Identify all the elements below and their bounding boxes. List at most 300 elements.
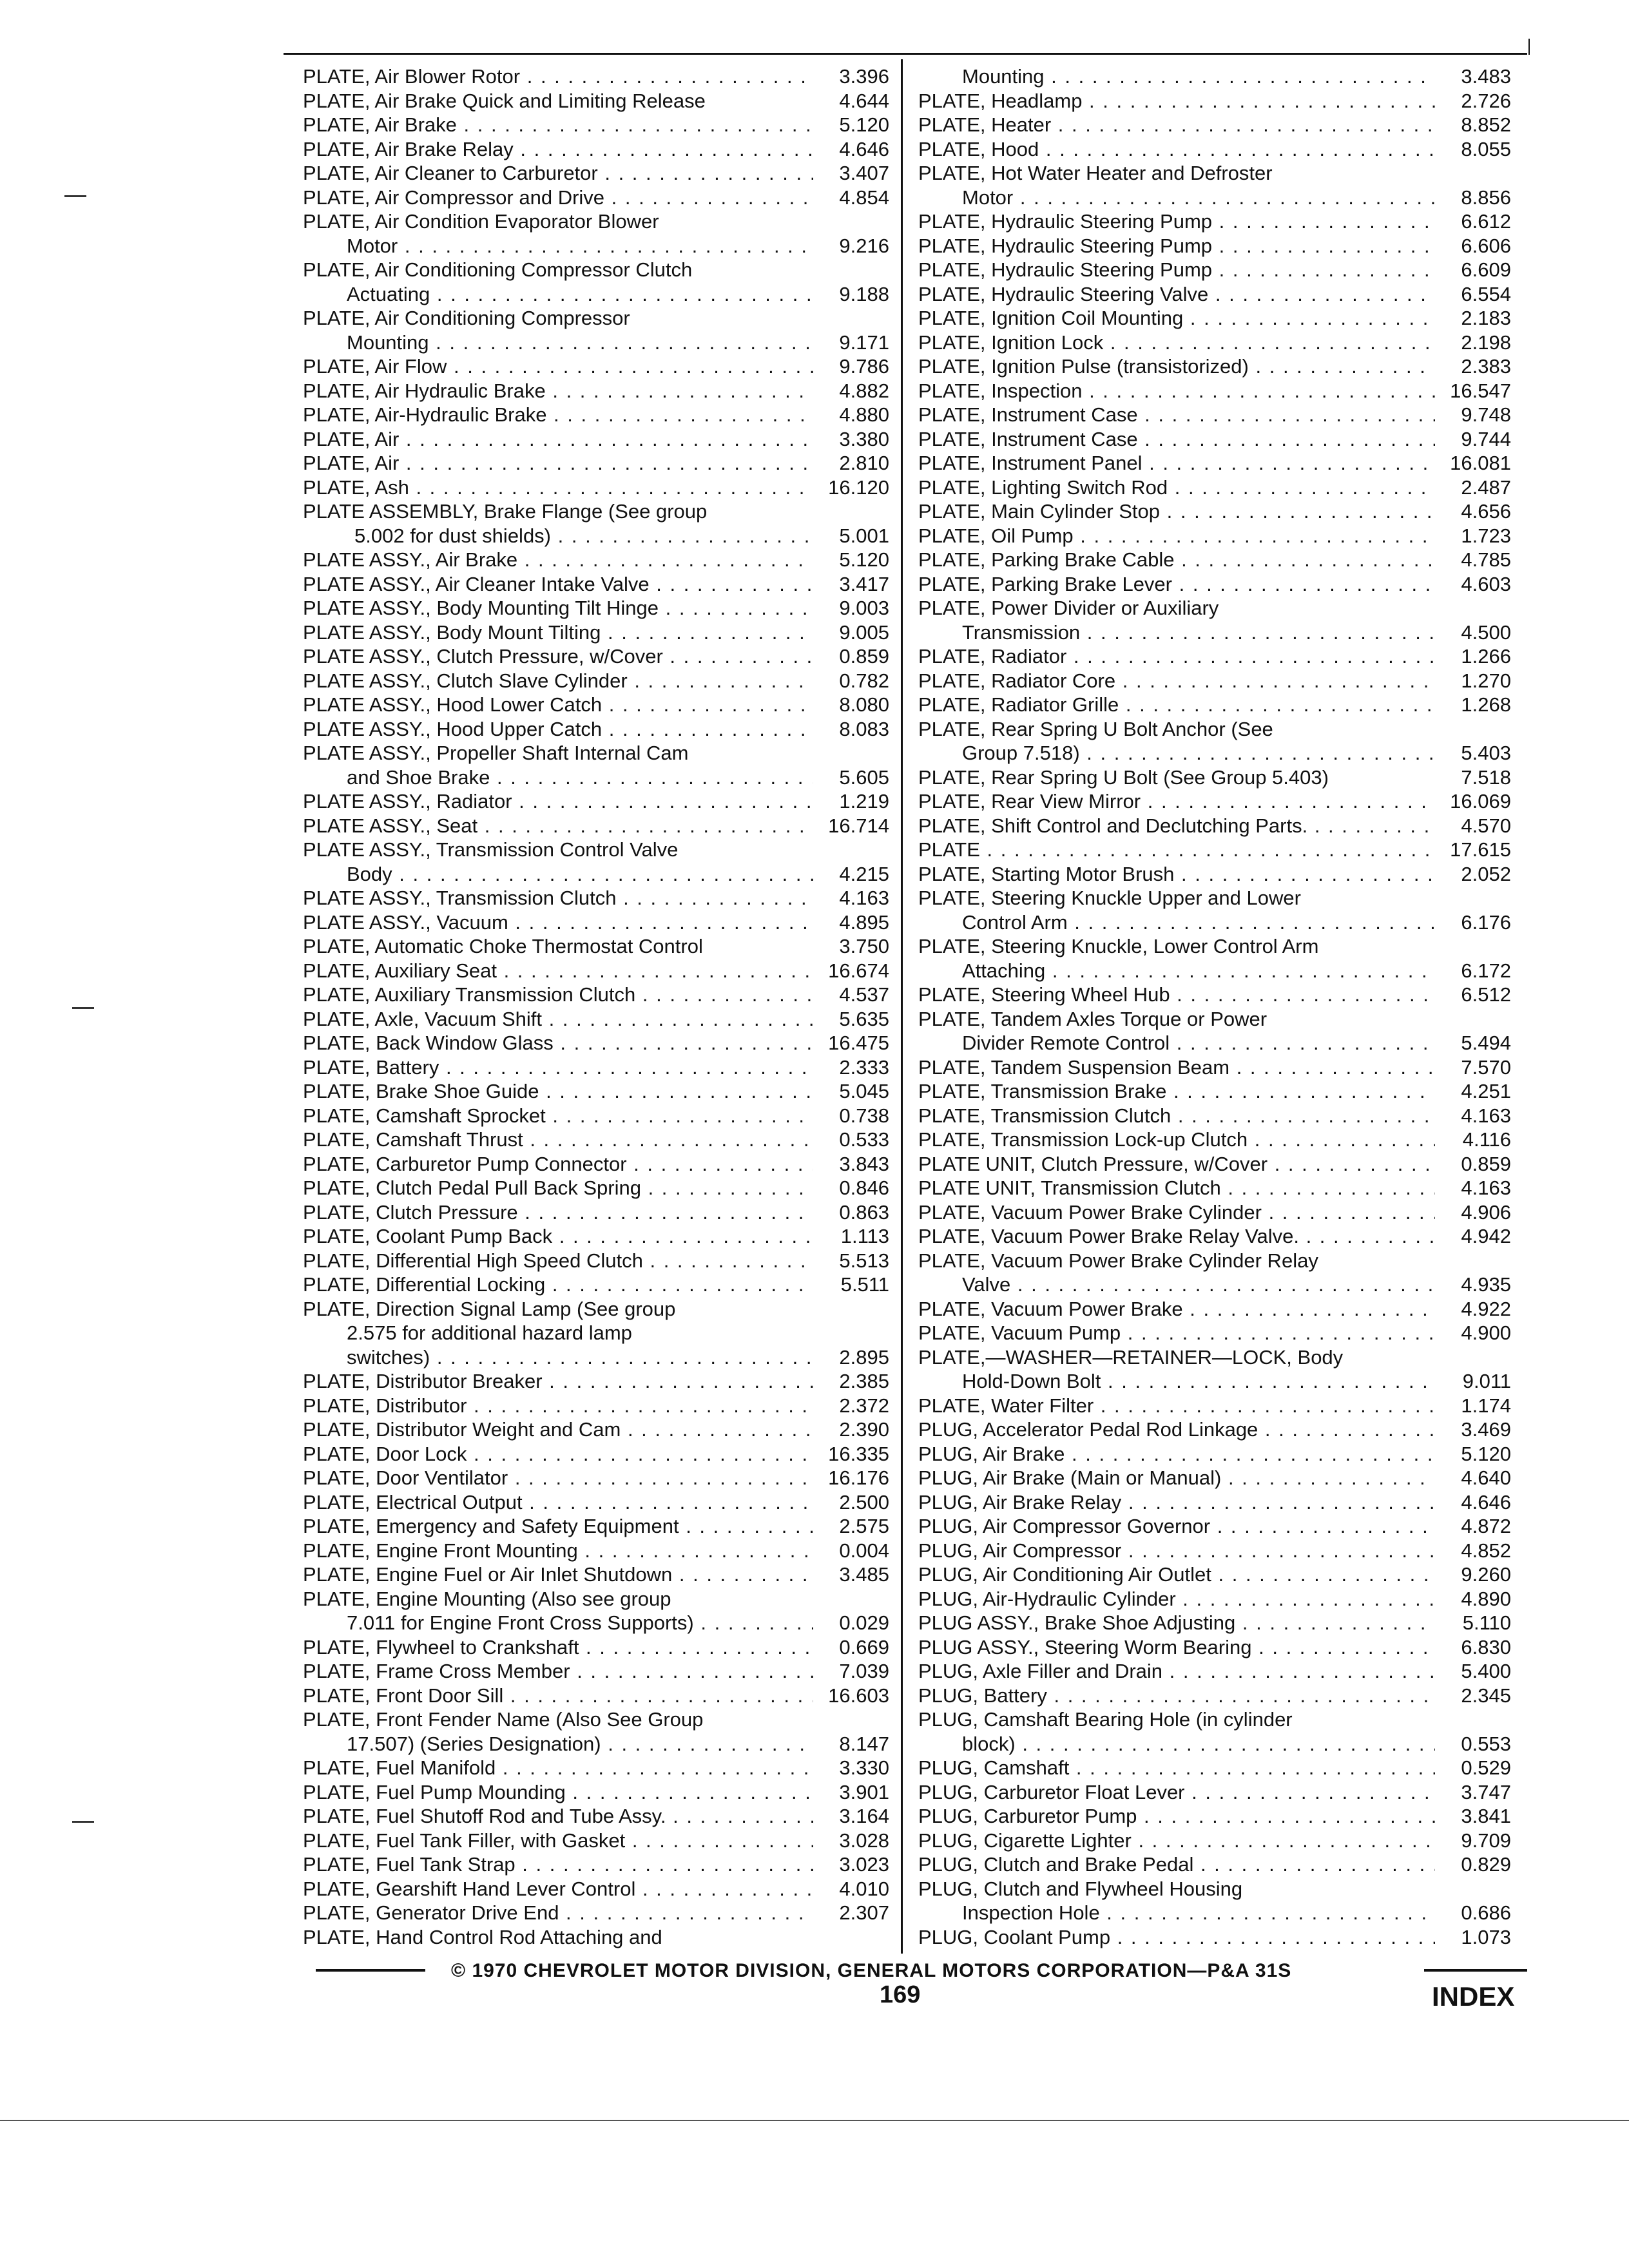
entry-group-number: 4.646: [839, 137, 889, 160]
entry-label: PLATE, Parking Brake Lever . . .: [918, 573, 1435, 595]
entry-label: PLATE ASSY., Hood Lower Catch . . .: [303, 693, 813, 716]
index-entry: [303, 959, 889, 983]
entry-label: PLATE, Parking Brake Cable . . .: [918, 548, 1435, 571]
entry-label: PLATE ASSY., Clutch Slave Cylinder . . .: [303, 669, 813, 692]
index-entry: [303, 476, 889, 500]
entry-label: PLATE, Ignition Pulse (transistorized) . . .: [918, 355, 1435, 378]
entry-group-number: 1.113: [840, 1225, 889, 1247]
entry-label: PLATE, Radiator . . .: [918, 645, 1435, 668]
entry-label: PLUG, Clutch and Brake Pedal . . .: [918, 1853, 1435, 1876]
index-entry: [303, 64, 889, 89]
index-entry: [918, 1418, 1511, 1442]
entry-label: PLATE, Back Window Glass . . .: [303, 1032, 813, 1054]
top-rule: [284, 53, 1527, 55]
entry-label: Attaching . . .: [962, 959, 1435, 982]
entry-group-number: 4.890: [1461, 1587, 1511, 1610]
entry-label: PLATE, Front Fender Name (Also See Group: [303, 1708, 704, 1731]
entry-label: PLATE, Instrument Case . . .: [918, 428, 1435, 450]
index-entry: [918, 1442, 1511, 1466]
entry-group-number: 0.686: [1461, 1901, 1511, 1924]
index-entry: [918, 789, 1511, 814]
index-entry: [918, 765, 1511, 790]
index-entry: [303, 137, 889, 162]
entry-group-number: 4.010: [839, 1877, 889, 1900]
index-entry: [918, 161, 1511, 186]
index-entry: [303, 693, 889, 717]
entry-group-number: 17.615: [1450, 838, 1511, 861]
index-entry: [918, 1829, 1511, 1853]
entry-label: PLATE, Distributor Weight and Cam . . .: [303, 1418, 813, 1441]
entry-label: PLATE, Instrument Panel . . .: [918, 452, 1435, 474]
entry-label: PLATE, Axle, Vacuum Shift . . .: [303, 1008, 813, 1030]
entry-label: PLATE, Camshaft Thrust . . .: [303, 1128, 813, 1151]
entry-group-number: 0.669: [839, 1635, 889, 1658]
entry-label: PLUG, Carburetor Float Lever . . .: [918, 1781, 1435, 1803]
entry-group-number: 0.859: [1461, 1152, 1511, 1175]
index-entry: [918, 669, 1511, 693]
entry-label: PLUG, Air Compressor Governor . . .: [918, 1515, 1435, 1537]
index-entry: [918, 64, 1511, 89]
index-entry: [918, 379, 1511, 403]
entry-group-number: 2.810: [839, 452, 889, 474]
entry-group-number: 5.110: [1462, 1611, 1511, 1634]
page-number: 169: [880, 1981, 921, 2008]
index-entry: [303, 1249, 889, 1273]
entry-group-number: 8.080: [839, 693, 889, 716]
entry-group-number: 2.198: [1461, 331, 1511, 354]
index-entry: [918, 838, 1511, 862]
entry-group-number: 9.011: [1462, 1370, 1511, 1392]
index-entry: [918, 1852, 1511, 1877]
entry-label: PLATE ASSY., Body Mounting Tilt Hinge . . .: [303, 597, 813, 619]
entry-group-number: 4.882: [839, 379, 889, 402]
index-entry: [303, 910, 889, 935]
entry-label: PLATE, Fuel Manifold . . .: [303, 1756, 813, 1779]
entry-label: PLATE ASSY., Radiator . . .: [303, 790, 813, 812]
index-entry: [303, 572, 889, 597]
entry-label: PLATE, Power Divider or Auxiliary: [918, 597, 1219, 619]
index-entry: [918, 1055, 1511, 1080]
entry-label: PLATE, Air . . .: [303, 428, 813, 450]
footer-rule-left: [316, 1969, 425, 1972]
entry-group-number: 0.863: [839, 1200, 889, 1224]
entry-label: PLATE, Ignition Lock . . .: [918, 331, 1435, 354]
entry-group-number: 6.609: [1461, 258, 1511, 281]
index-entry: [918, 717, 1511, 742]
entry-group-number: 5.120: [839, 548, 889, 571]
index-entry: [303, 1611, 889, 1635]
index-entry: [918, 1611, 1511, 1635]
index-entry: [918, 1128, 1511, 1152]
entry-group-number: 1.073: [1461, 1925, 1511, 1948]
entry-label: PLATE, Door Lock . . .: [303, 1443, 813, 1465]
index-entry: [918, 1345, 1511, 1370]
entry-label: Hold-Down Bolt . . .: [962, 1370, 1435, 1392]
entry-group-number: 4.935: [1461, 1273, 1511, 1296]
index-entry: [918, 1707, 1511, 1732]
index-entry: [303, 1466, 889, 1490]
index-entry: [918, 1297, 1511, 1321]
entry-label: PLATE, Automatic Choke Thermostat Control: [303, 935, 703, 957]
entry-label: PLUG, Air Brake Relay . . .: [918, 1491, 1435, 1514]
entry-group-number: 5.635: [839, 1007, 889, 1030]
entry-group-number: 2.333: [839, 1055, 889, 1079]
entry-label: PLATE, Starting Motor Brush . . .: [918, 863, 1435, 885]
entry-label: PLATE, Hydraulic Steering Pump . . .: [918, 235, 1435, 257]
entry-label: PLATE, Main Cylinder Stop . . .: [918, 500, 1435, 523]
footer-rule-right: [1424, 1969, 1527, 1972]
entry-label: PLATE, Air Conditioning Compressor Clutch: [303, 258, 693, 281]
index-entry: [303, 548, 889, 572]
index-entry: [303, 814, 889, 838]
index-entry: [918, 548, 1511, 572]
entry-label: PLATE, Air Conditioning Compressor: [303, 307, 630, 329]
index-entry: [918, 1804, 1511, 1829]
entry-group-number: 6.554: [1461, 282, 1511, 305]
entry-group-number: 3.841: [1461, 1805, 1511, 1827]
entry-label: PLUG, Camshaft . . .: [918, 1756, 1435, 1779]
index-entry: [303, 862, 889, 887]
index-entry: [303, 1562, 889, 1587]
entry-group-number: 6.606: [1461, 234, 1511, 257]
index-entry: [918, 451, 1511, 476]
entry-group-number: 2.726: [1461, 89, 1511, 112]
entry-group-number: 2.895: [839, 1345, 889, 1369]
entry-group-number: 9.188: [839, 282, 889, 305]
entry-label: PLUG, Clutch and Flywheel Housing: [918, 1877, 1243, 1900]
entry-group-number: 0.738: [839, 1104, 889, 1127]
entry-label: PLATE, Engine Front Mounting . . .: [303, 1539, 813, 1562]
entry-group-number: 3.747: [1461, 1780, 1511, 1803]
entry-label: PLATE, Auxiliary Seat . . .: [303, 959, 813, 982]
entry-label: PLATE, Electrical Output . . .: [303, 1491, 813, 1514]
index-entry: [303, 1852, 889, 1877]
index-entry: [918, 524, 1511, 548]
right-index-column: [918, 64, 1511, 1949]
index-entry: [303, 1273, 889, 1297]
entry-label: PLATE ASSY., Propeller Shaft Internal Cam: [303, 742, 689, 764]
entry-group-number: 16.176: [828, 1466, 889, 1489]
entry-group-number: 1.268: [1461, 693, 1511, 716]
entry-label: PLUG, Axle Filler and Drain . . .: [918, 1660, 1435, 1682]
index-entry: [303, 161, 889, 186]
index-entry: [303, 1659, 889, 1684]
index-entry: [918, 862, 1511, 887]
entry-label: Group 7.518) . . .: [962, 742, 1435, 764]
entry-label: PLATE, Air Brake . . .: [303, 113, 813, 136]
entry-label: PLATE ASSY., Transmission Control Valve: [303, 838, 679, 861]
index-entry: [918, 1780, 1511, 1805]
index-entry: [918, 1394, 1511, 1418]
entry-group-number: 1.723: [1461, 524, 1511, 547]
index-entry: [918, 1007, 1511, 1032]
bottom-rule: [0, 2120, 1629, 2121]
index-entry: [303, 1780, 889, 1805]
entry-group-number: 6.172: [1461, 959, 1511, 982]
index-entry: [303, 451, 889, 476]
entry-group-number: 4.215: [839, 862, 889, 885]
entry-group-number: 9.748: [1461, 403, 1511, 426]
entry-label: PLATE, Gearshift Hand Lever Control . . .: [303, 1878, 813, 1900]
index-entry: [303, 89, 889, 113]
entry-label: PLUG, Air Compressor . . .: [918, 1539, 1435, 1562]
entry-label: PLATE, Air Flow . . .: [303, 355, 813, 378]
entry-label: PLATE ASSY., Body Mount Tilting . . .: [303, 621, 813, 644]
index-entry: [918, 234, 1511, 258]
entry-group-number: 9.003: [839, 597, 889, 619]
copyright-line: © 1970 CHEVROLET MOTOR DIVISION, GENERAL MOTORS CORPORATION—P&A 31S: [451, 1960, 1292, 1981]
index-entry: [303, 644, 889, 669]
index-entry: [303, 620, 889, 645]
entry-group-number: 2.390: [839, 1418, 889, 1441]
entry-label: PLATE, Fuel Shutoff Rod and Tube Assy. . . .: [303, 1805, 813, 1827]
entry-group-number: 0.529: [1461, 1756, 1511, 1779]
index-entry: [303, 1539, 889, 1563]
index-entry: [918, 1877, 1511, 1901]
entry-label: PLATE, Headlamp . . .: [918, 90, 1435, 112]
index-entry: [918, 1684, 1511, 1708]
entry-group-number: 1.174: [1461, 1394, 1511, 1417]
entry-label: Inspection Hole . . .: [962, 1901, 1435, 1924]
entry-group-number: 3.164: [839, 1805, 889, 1827]
entry-label: PLATE, Carburetor Pump Connector . . .: [303, 1153, 813, 1175]
index-entry: [303, 1128, 889, 1152]
entry-group-number: 0.004: [839, 1539, 889, 1562]
entry-label: PLATE, Tandem Axles Torque or Power: [918, 1007, 1268, 1030]
index-entry: [303, 113, 889, 137]
entry-group-number: 5.120: [1461, 1442, 1511, 1465]
entry-group-number: 4.922: [1461, 1297, 1511, 1320]
index-entry: [918, 209, 1511, 234]
index-entry: [303, 838, 889, 862]
index-entry: [303, 1176, 889, 1200]
entry-label: PLATE, Auxiliary Transmission Clutch . . .: [303, 983, 813, 1006]
entry-label: PLATE, Rear Spring U Bolt Anchor (See: [918, 717, 1273, 740]
entry-label: PLUG, Cigarette Lighter . . .: [918, 1829, 1435, 1852]
index-entry: [918, 1369, 1511, 1394]
entry-label: PLATE, Air Brake Relay . . .: [303, 138, 813, 160]
entry-label: PLATE, Air Compressor and Drive . . .: [303, 186, 813, 209]
entry-group-number: 3.901: [839, 1780, 889, 1803]
entry-group-number: 4.570: [1461, 814, 1511, 837]
entry-label: PLATE ASSY., Vacuum . . .: [303, 911, 813, 934]
index-entry: [918, 1732, 1511, 1756]
entry-label: PLATE, Camshaft Sprocket . . .: [303, 1104, 813, 1127]
entry-group-number: 1.219: [839, 790, 889, 812]
entry-group-number: 6.612: [1461, 210, 1511, 233]
entry-group-number: 4.646: [1461, 1490, 1511, 1514]
index-entry: [918, 137, 1511, 162]
index-entry: [918, 186, 1511, 210]
entry-label: PLATE, Steering Wheel Hub . . .: [918, 983, 1435, 1006]
entry-label: PLATE,—WASHER—RETAINER—LOCK, Body: [918, 1345, 1344, 1369]
entry-label: PLATE, Oil Pump . . .: [918, 524, 1435, 547]
entry-group-number: 8.055: [1461, 137, 1511, 160]
entry-group-number: 4.900: [1461, 1321, 1511, 1344]
entry-group-number: 2.372: [839, 1394, 889, 1417]
index-entry: [303, 1055, 889, 1080]
entry-group-number: 9.005: [839, 620, 889, 644]
entry-label: PLATE, Engine Mounting (Also see group: [303, 1587, 671, 1610]
entry-group-number: 4.644: [839, 89, 889, 112]
entry-label: PLUG ASSY., Steering Worm Bearing . . .: [918, 1636, 1435, 1658]
entry-label: PLATE, Vacuum Power Brake Relay Valve. . . .: [918, 1225, 1435, 1247]
entry-group-number: 0.782: [839, 669, 889, 692]
entry-group-number: 16.603: [828, 1684, 889, 1707]
index-entry: [918, 1659, 1511, 1684]
entry-label: PLATE, Inspection . . .: [918, 380, 1435, 402]
entry-group-number: 4.872: [1461, 1515, 1511, 1537]
margin-mark: [72, 1007, 94, 1009]
margin-mark: [72, 1821, 94, 1823]
entry-group-number: 4.537: [839, 983, 889, 1006]
index-entry: [303, 1490, 889, 1515]
index-entry: [918, 354, 1511, 379]
entry-label: PLATE, Steering Knuckle, Lower Control Arm: [918, 935, 1319, 957]
index-entry: [303, 1442, 889, 1466]
index-entry: [303, 1925, 889, 1950]
entry-label: PLATE, Generator Drive End . . .: [303, 1901, 813, 1924]
index-entry: [303, 1635, 889, 1660]
entry-label: PLATE, Tandem Suspension Beam . . .: [918, 1056, 1435, 1079]
index-entry: [918, 1635, 1511, 1660]
section-label: INDEX: [1432, 1981, 1515, 2012]
entry-label: PLUG, Accelerator Pedal Rod Linkage . . .: [918, 1418, 1435, 1441]
index-entry: [303, 1587, 889, 1611]
entry-label: PLATE ASSEMBLY, Brake Flange (See group: [303, 500, 708, 523]
entry-label: PLATE, Rear View Mirror . . .: [918, 790, 1435, 812]
entry-label: Control Arm . . .: [962, 911, 1435, 934]
entry-group-number: 9.786: [839, 355, 889, 378]
entry-group-number: 5.605: [839, 765, 889, 789]
entry-label: PLATE, Hydraulic Steering Pump . . .: [918, 210, 1435, 233]
index-entry: [918, 910, 1511, 935]
entry-label: 2.575 for additional hazard lamp: [347, 1321, 632, 1344]
entry-label: PLATE, Ash . . .: [303, 476, 813, 499]
entry-label: PLATE, Door Ventilator . . .: [303, 1466, 813, 1489]
index-entry: [918, 959, 1511, 983]
entry-group-number: 6.830: [1461, 1635, 1511, 1658]
index-entry: [918, 1104, 1511, 1128]
entry-group-number: 7.518: [1461, 765, 1511, 789]
entry-label: PLATE, Vacuum Power Brake Cylinder Relay: [918, 1249, 1318, 1272]
entry-group-number: 3.485: [839, 1563, 889, 1586]
entry-group-number: 0.533: [839, 1128, 889, 1151]
entry-group-number: 16.081: [1450, 452, 1511, 474]
entry-label: 17.507) (Series Designation) . . .: [347, 1733, 813, 1755]
index-entry: [303, 258, 889, 282]
index-entry: [303, 1804, 889, 1829]
entry-group-number: 4.163: [1461, 1177, 1511, 1199]
entry-group-number: 3.380: [839, 427, 889, 450]
entry-label: PLATE, Air . . .: [303, 452, 813, 474]
entry-label: PLATE, Vacuum Power Brake . . .: [918, 1298, 1435, 1320]
index-entry: [303, 1732, 889, 1756]
entry-label: PLATE, Fuel Tank Filler, with Gasket . . .: [303, 1829, 813, 1852]
entry-label: PLATE, Coolant Pump Back . . .: [303, 1225, 813, 1247]
index-entry: [303, 1901, 889, 1925]
entry-label: PLUG, Camshaft Bearing Hole (in cylinder: [918, 1708, 1293, 1731]
index-entry: [918, 476, 1511, 500]
entry-label: PLATE, Rear Spring U Bolt (See Group 5.403): [918, 765, 1329, 789]
entry-label: PLATE, Front Door Sill . . .: [303, 1684, 813, 1707]
index-entry: [303, 1007, 889, 1032]
entry-label: PLATE, Air Brake Quick and Limiting Release: [303, 89, 706, 112]
index-entry: [918, 1321, 1511, 1345]
entry-group-number: 4.942: [1461, 1225, 1511, 1247]
index-entry: [303, 669, 889, 693]
index-entry: [303, 282, 889, 307]
entry-group-number: 4.116: [1462, 1128, 1511, 1151]
index-entry: [303, 1877, 889, 1901]
entry-group-number: 4.251: [1461, 1080, 1511, 1102]
entry-group-number: 4.906: [1461, 1200, 1511, 1224]
entry-group-number: 16.714: [828, 814, 889, 837]
entry-group-number: 7.039: [839, 1660, 889, 1682]
index-entry: [303, 1394, 889, 1418]
entry-label: Motor . . .: [962, 186, 1435, 209]
index-entry: [918, 814, 1511, 838]
entry-group-number: 5.403: [1461, 742, 1511, 764]
index-entry: [918, 572, 1511, 597]
entry-group-number: 0.859: [839, 645, 889, 668]
entry-label: PLATE, Hot Water Heater and Defroster: [918, 162, 1273, 184]
entry-label: PLATE UNIT, Transmission Clutch . . .: [918, 1177, 1435, 1199]
entry-label: PLUG, Air Brake . . .: [918, 1443, 1435, 1465]
entry-label: PLATE UNIT, Clutch Pressure, w/Cover . . .: [918, 1153, 1435, 1175]
index-entry: [303, 1152, 889, 1177]
entry-group-number: 5.120: [839, 113, 889, 136]
entry-group-number: 0.846: [839, 1177, 889, 1199]
entry-group-number: 4.852: [1461, 1539, 1511, 1562]
entry-label: PLATE, Distributor . . .: [303, 1394, 813, 1417]
entry-label: PLATE, Vacuum Power Brake Cylinder . . .: [918, 1201, 1435, 1224]
index-entry: [918, 1539, 1511, 1563]
entry-group-number: 4.895: [839, 910, 889, 934]
entry-label: PLATE, Frame Cross Member . . .: [303, 1660, 813, 1682]
entry-group-number: 5.045: [839, 1080, 889, 1102]
entry-label: PLATE, Transmission Lock-up Clutch . . .: [918, 1128, 1435, 1151]
entry-label: PLATE, Radiator Grille . . .: [918, 693, 1435, 716]
entry-group-number: 3.023: [839, 1853, 889, 1876]
index-entry: [918, 620, 1511, 645]
entry-label: PLATE, Clutch Pressure . . .: [303, 1201, 813, 1224]
index-entry: [303, 234, 889, 258]
entry-group-number: 9.171: [839, 331, 889, 354]
entry-group-number: 9.216: [839, 234, 889, 257]
entry-group-number: 3.750: [839, 935, 889, 957]
entry-label: PLATE, Vacuum Pump . . .: [918, 1321, 1435, 1344]
entry-label: PLUG, Air Conditioning Air Outlet . . .: [918, 1563, 1435, 1586]
index-entry: [303, 524, 889, 548]
entry-label: PLUG, Battery . . .: [918, 1684, 1435, 1707]
entry-label: Mounting . . .: [962, 65, 1435, 88]
entry-label: PLATE, Air Hydraulic Brake . . .: [303, 380, 813, 402]
index-entry: [918, 1152, 1511, 1177]
index-entry: [303, 1369, 889, 1394]
entry-group-number: 16.674: [828, 959, 889, 982]
entry-group-number: 16.069: [1450, 790, 1511, 812]
entry-label: PLATE, Radiator Core . . .: [918, 669, 1435, 692]
entry-group-number: 16.120: [828, 476, 889, 499]
index-entry: [918, 1756, 1511, 1780]
index-entry: [918, 596, 1511, 620]
index-entry: [918, 1224, 1511, 1249]
entry-group-number: 8.856: [1461, 186, 1511, 209]
index-entry: [303, 1031, 889, 1055]
entry-label: PLATE, Transmission Brake . . .: [918, 1080, 1435, 1102]
entry-label: PLATE, Shift Control and Declutching Parts. . . .: [918, 814, 1435, 837]
